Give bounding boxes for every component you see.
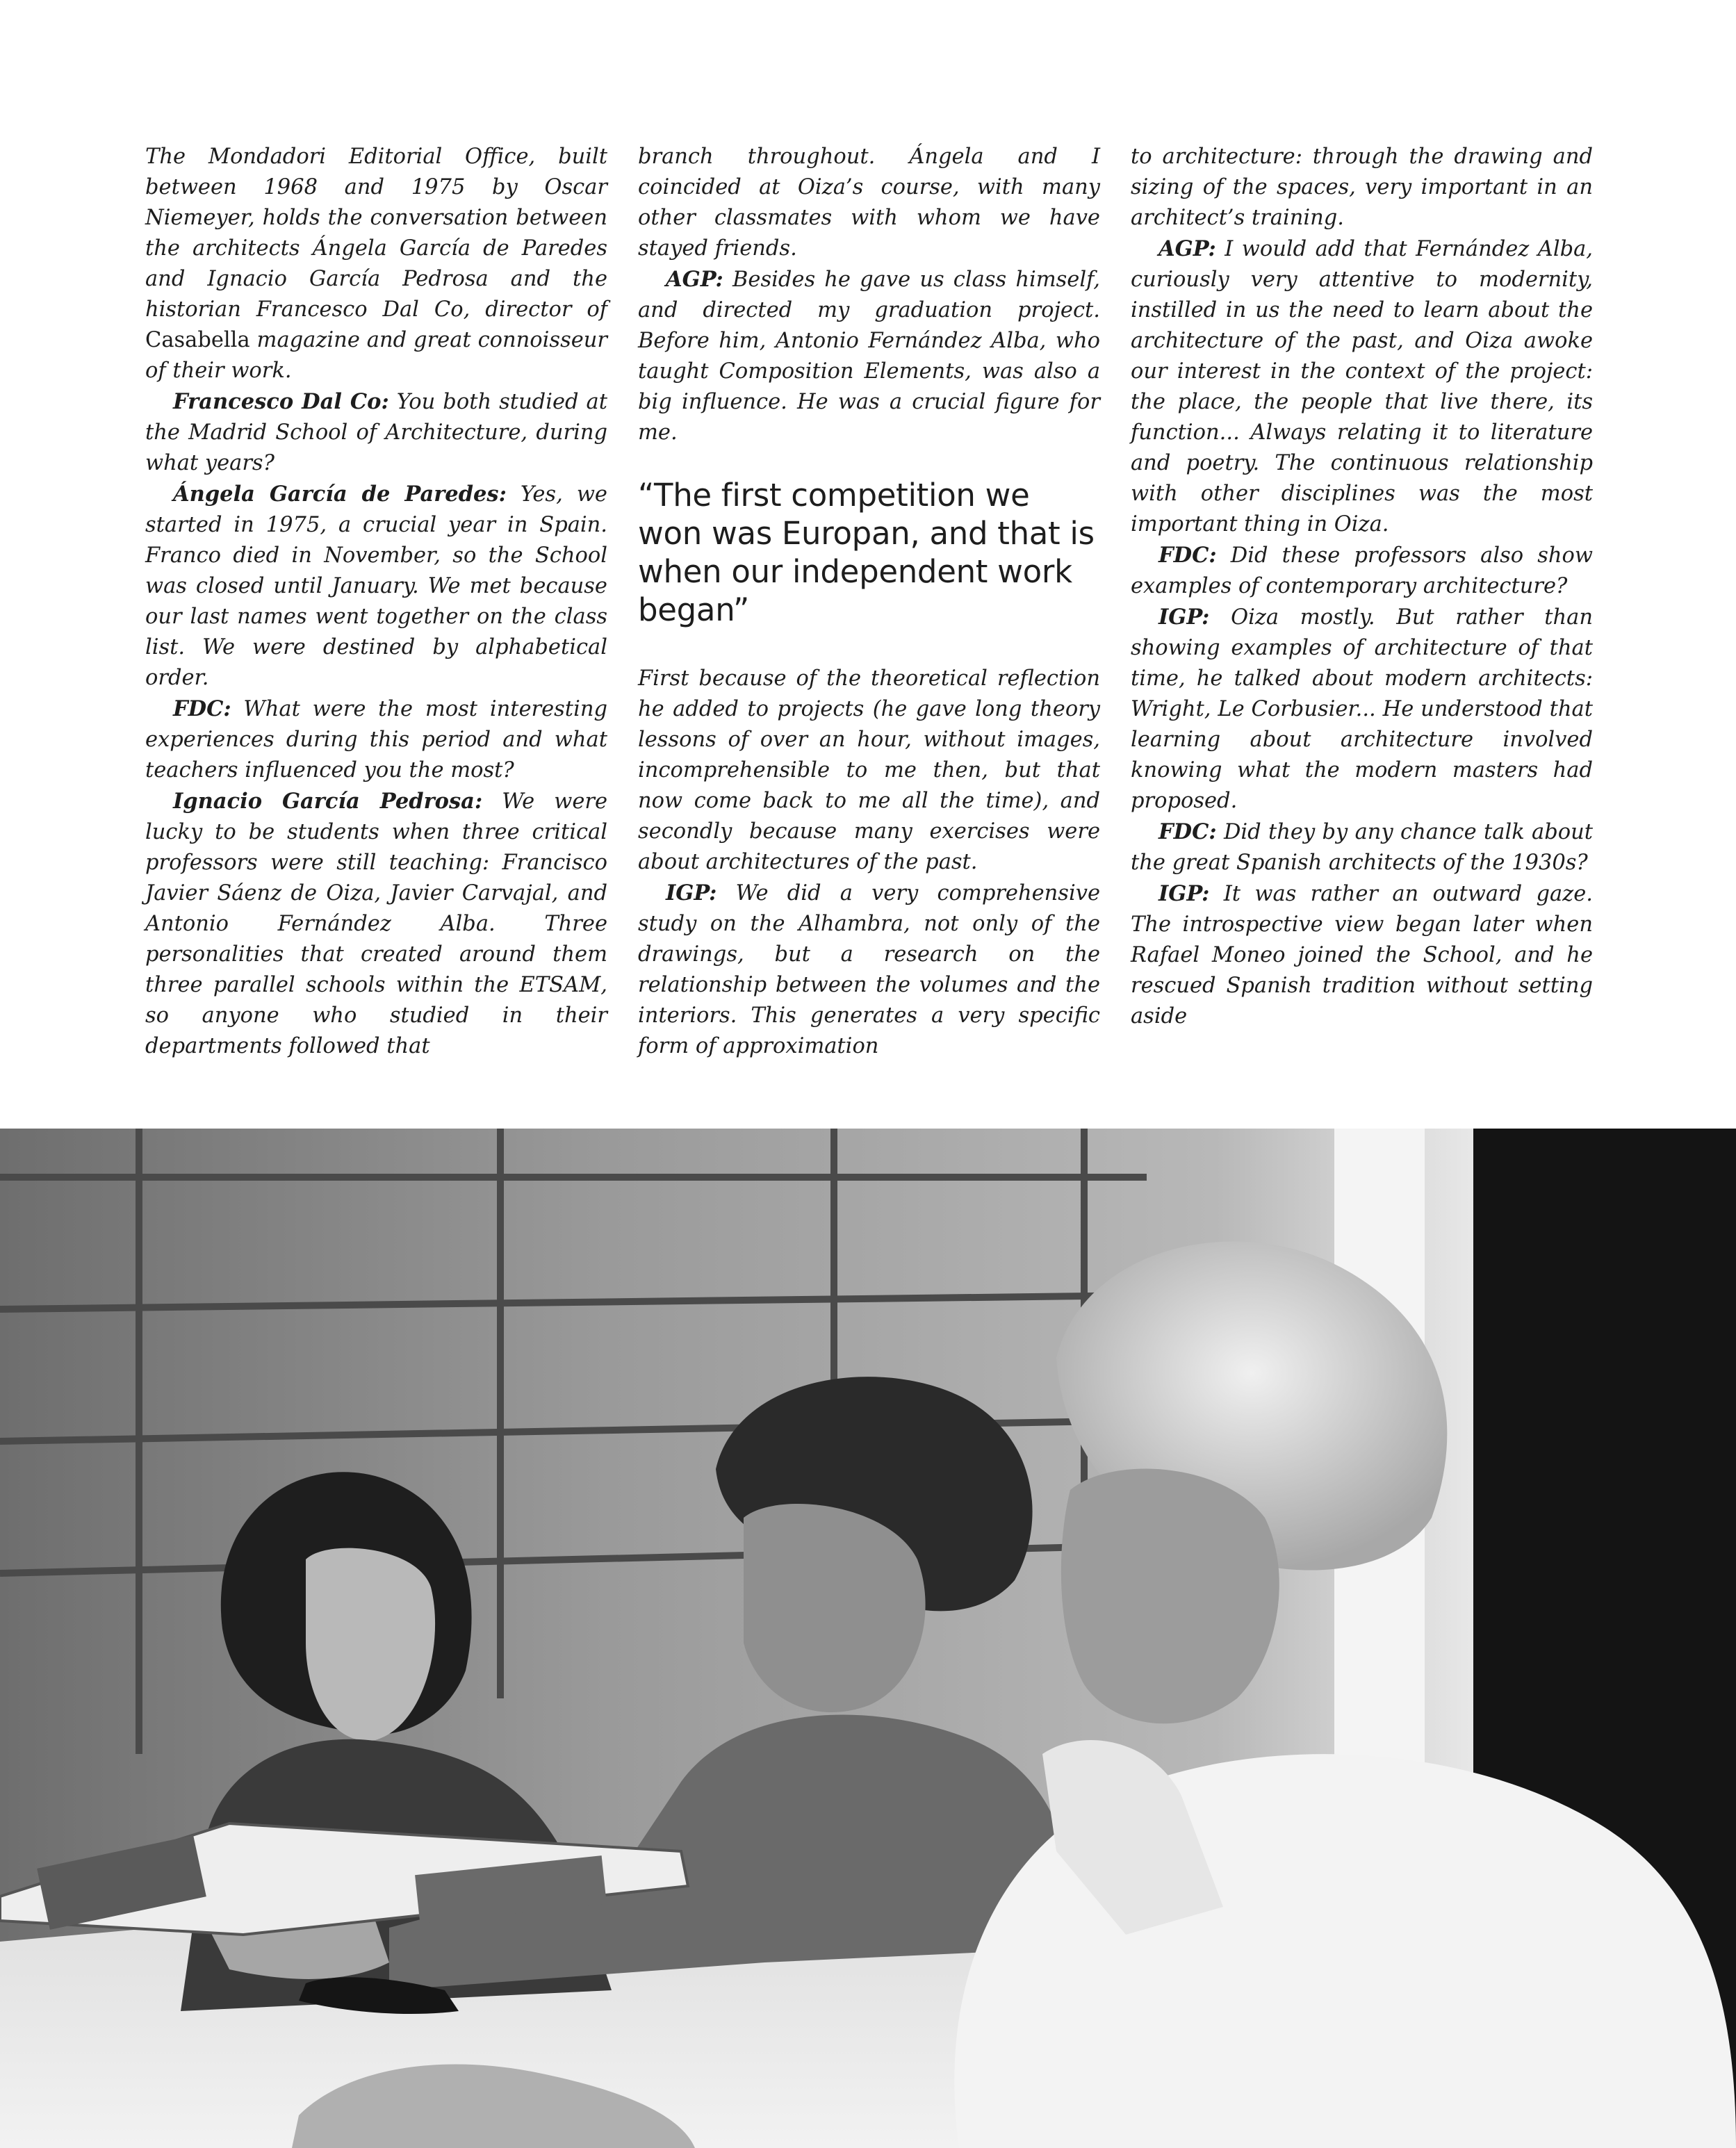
speaker-label: AGP: [1158, 236, 1216, 261]
answer-paragraph: AGP: Besides he gave us class himself, and directed my graduation project. Before him, Antonio Fernández Alba, who taught Composition Elements, was also a big influence. He was a crucial figure for me. [638, 267, 1100, 445]
speaker-label: Ignacio García Pedrosa: [173, 789, 483, 814]
speaker-label: FDC: [173, 696, 231, 721]
body-paragraph: branch throughout. Ángela and I coincided at Oiza’s course, with many other classmates with whom we have stayed friends. [638, 145, 1100, 261]
pull-quote: “The first competition we won was Europan, and that is when our independent work began” [638, 477, 1095, 628]
answer-paragraph: IGP: It was rather an outward gaze. The introspective view began later when Rafael Moneo joined the School, and he rescued Spanish tradition without setting aside [1131, 881, 1593, 1028]
article-column-3 [1131, 142, 1593, 1032]
speaker-label: Ángela García de Paredes: [173, 482, 507, 507]
answer-paragraph: Ignacio García Pedrosa: We were lucky to be students when three critical professors were still teaching: Francisco Javier Sáenz de Oiza, Javier Carvajal, and Antonio Fernández Alba. Three personalities that created around them three parallel schools within the ETSAM, so anyone who studied in their departments followed that [145, 789, 607, 1058]
speaker-label: FDC: [1158, 543, 1217, 568]
speaker-label: IGP: [1158, 881, 1210, 906]
speaker-label: IGP: [1158, 605, 1210, 630]
speaker-label: FDC: [1158, 819, 1217, 844]
body-paragraph: First because of the theoretical reflection he added to projects (he gave long theory lessons of over an hour, without images, incomprehensible to me then, but that now come back to me all the time), and secondly because many exercises were about architectures of the past. [638, 666, 1100, 874]
speaker-label: Francesco Dal Co: [173, 389, 389, 414]
question-paragraph: FDC: Did these professors also show examples of contemporary architecture? [1131, 543, 1593, 598]
answer-paragraph: Ángela García de Paredes: Yes, we started in 1975, a crucial year in Spain. Franco died in November, so the School was closed until January. We met because our last names went together on the class list. We were destined by alphabetical order. [145, 482, 607, 690]
article-column-2 [638, 142, 1100, 1062]
speaker-label: AGP: [666, 267, 723, 292]
speaker-label: IGP: [666, 880, 717, 905]
answer-paragraph: IGP: We did a very comprehensive study on the Alhambra, not only of the drawings, but a research on the relationship between the volumes and the interiors. This generates a very specific form of approximation [638, 880, 1100, 1058]
article-column-1 [145, 142, 607, 1062]
magazine-name: Casabella [145, 328, 250, 352]
question-paragraph: FDC: Did they by any chance talk about the great Spanish architects of the 1930s? [1131, 819, 1593, 875]
answer-paragraph: IGP: Oiza mostly. But rather than showing examples of architecture of that time, he talked about modern architects: Wright, Le Corbusier... He understood that learning about architecture involved knowing what the modern masters had proposed. [1131, 605, 1593, 813]
intro-paragraph: The Mondadori Editorial Office, built between 1968 and 1975 by Oscar Niemeyer, holds the conversation between the architects Ángela García de Paredes and Ignacio García Pedrosa and the historian Francesco Dal Co, director of Casabella magazine and great connoisseur of their work. [145, 145, 607, 383]
answer-paragraph: AGP: I would add that Fernández Alba, curiously very attentive to modernity, instilled in us the need to learn about the architecture of the past, and Oiza awoke our interest in the context of the project: the place, the people that live there, its function... Always relating it to literature and poetry. The continuous relationship with other disciplines was the most important thing in Oiza. [1131, 236, 1593, 536]
body-paragraph: to architecture: through the drawing and sizing of the spaces, very important in an architect’s training. [1131, 145, 1593, 230]
question-paragraph: FDC: What were the most interesting experiences during this period and what teachers influenced you the most? [145, 696, 607, 782]
interview-photo [0, 1129, 1736, 2148]
question-paragraph: Francesco Dal Co: You both studied at the Madrid School of Architecture, during what years? [145, 389, 607, 475]
